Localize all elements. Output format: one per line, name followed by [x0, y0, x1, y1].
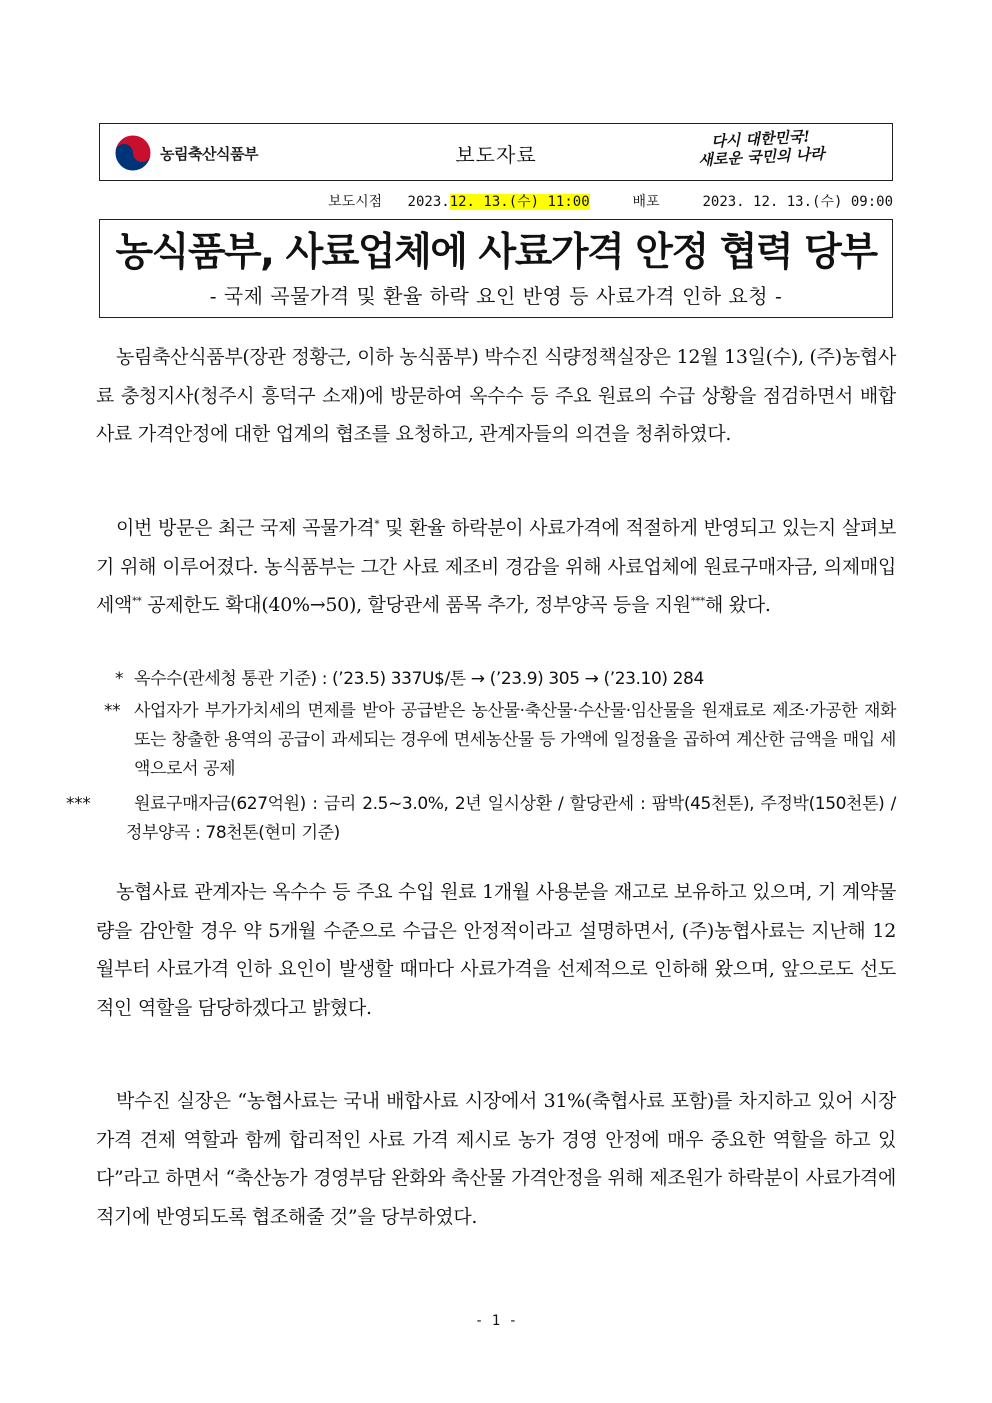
release-info	[99, 191, 893, 211]
footnote-ref-1: *	[374, 519, 380, 530]
page-number: - 1 -	[474, 1313, 518, 1329]
footnote-ref-3: ***	[690, 596, 705, 607]
ministry-name: 농림축산식품부	[160, 144, 258, 163]
slogan-line-2: 새로운 국민의 나라	[697, 144, 826, 170]
note-2: ** 사업자가 부가가치세의 면제를 받아 공급받은 농산물·축산물·수산물·임산물을 원재료로 제조·가공한 재화 또는 창출한 용역의 공급이 과세되는 경우에 면세농산물 등 가액에 일정율을 곱하여 계산한 금액을 매입 세액으로서 공제	[104, 701, 896, 779]
note-3: *** 원료구매자금(627억원) : 금리 2.5~3.0%, 2년 일시상환 / 할당관세 : 팜박(45천톤), 주정박(150천톤) / 정부양곡 : 78천톤(현미 기준)	[66, 794, 896, 843]
document-title: 농식품부, 사료업체에 사료가격 안정 협력 당부	[115, 230, 877, 275]
header-box	[99, 123, 893, 181]
doc-type-label: 보도자료	[455, 143, 537, 167]
footnote-ref-2: **	[132, 596, 142, 607]
paragraph-3: 농협사료 관계자는 옥수수 등 주요 수입 원료 1개월 사용분을 재고로 보유하고 있으며, 기 계약물량을 감안할 경우 약 5개월 수준으로 수급은 안정적이라고 설명하면서, (주)농협사료는 지난해 12월부터 사료가격 인하 요인이 발생할 때마다 사료가격을 선제적으로 인하해 왔으며, 앞으로도 선도적인 역할을 담당하겠다고 밝혔다.	[96, 881, 896, 1019]
paragraph-4: 박수진 실장은 “농협사료는 국내 배합사료 시장에서 31%(축협사료 포함)를 차지하고 있어 시장가격 견제 역할과 함께 합리적인 사료 가격 제시로 농가 경영 안정에 매우 중요한 역할을 하고 있다”라고 하면서 “축산농가 경영부담 완화와 축산물 가격안정을 위해 제조원가 하락분이 사료가격에 적기에 반영되도록 협조해줄 것”을 당부하였다.	[96, 1090, 896, 1228]
title-box	[99, 219, 893, 318]
release-time-highlight: 12. 13.(수) 11:00	[449, 194, 590, 210]
release-time-label: 보도시점	[328, 194, 383, 210]
distribution-time: 2023. 12. 13.(수) 09:00	[702, 194, 893, 210]
document-subtitle: - 국제 곡물가격 및 환율 하락 요인 반영 등 사료가격 인하 요청 -	[209, 284, 783, 308]
slogan-line-1: 다시 대한민국!	[710, 127, 811, 151]
note-1: * 옥수수(관세청 통관 기준) : (’23.5) 337U$/톤 → (’23.9) 305 → (’23.10) 284	[114, 669, 704, 689]
distribution-label: 배포	[632, 194, 660, 210]
paragraph-1: 농림축산식품부(장관 정황근, 이하 농식품부) 박수진 식량정책실장은 12월 13일(수), (주)농협사료 충청지사(청주시 흥덕구 소재)에 방문하여 옥수수 등 주요 원료의 수급 상황을 점검하면서 배합사료 가격안정에 대한 업계의 협조를 요청하고, 관계자들의 의견을 청취하였다.	[96, 346, 896, 445]
paragraph-2: 이번 방문은 최근 국제 곡물가격* 및 환율 하락분이 사료가격에 적절하게 반영되고 있는지 살펴보기 위해 이루어졌다. 농식품부는 그간 사료 제조비 경감을 위해 사료업체에 원료구매자금, 의제매입세액** 공제한도 확대(40%→50), 할당관세 품목 추가, 정부양곡 등을 지원***해 왔다.	[96, 517, 896, 616]
release-time-prefix: 2023.	[407, 194, 450, 210]
